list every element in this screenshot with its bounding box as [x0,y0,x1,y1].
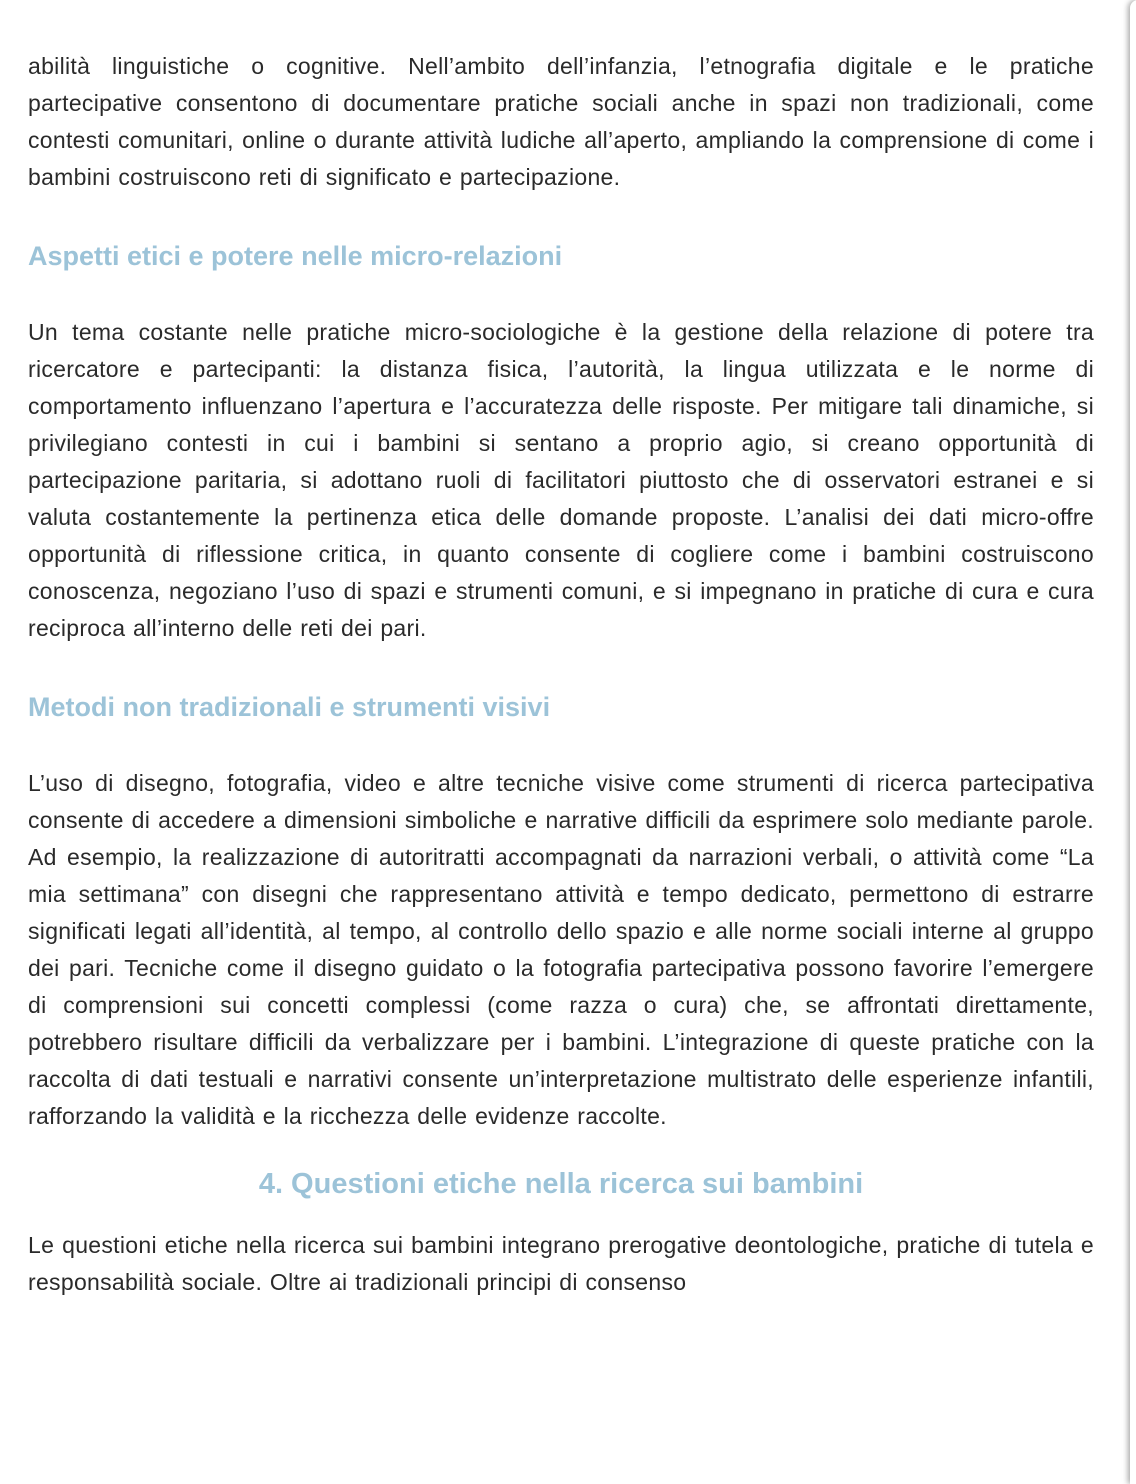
paragraph-digital-ethnography: abilità linguistiche o cognitive. Nell’ambito dell’infanzia, l’etnografia digitale e le pratiche partecipative consentono di documentare pratiche sociali anche in spazi non tradizionali, come contesti comunitari, online o durante attività ludiche all’aperto, ampliando la comprensione di come i bambini costruiscono reti di significato e partecipazione. [28,53,1094,190]
paragraph-visual-methods: L’uso di disegno, fotografia, video e altre tecniche visive come strumenti di ricerca partecipativa consente di accedere a dimensioni simboliche e narrative difficili da esprimere solo mediante parole. Ad esempio, la realizzazione di autoritratti accompagnati da narrazioni verbali, o attività come “La mia settimana” con disegni che rappresentano attività e tempo dedicato, permettono di estrarre significati legati all’identità, al tempo, al controllo dello spazio e alle norme sociali interne al gruppo dei pari. Tecniche come il disegno guidato o la fotografia partecipativa possono favorire l’emergere di comprensioni sui concetti complessi (come razza o cura) che, se affrontati direttamente, potrebbero risultare difficili da verbalizzare per i bambini. L’integrazione di queste pratiche con la raccolta di dati testuali e narrativi consente un’interpretazione multistrato delle esperienze infantili, rafforzando la validità e la ricchezza delle evidenze raccolte. [28,770,1094,1129]
section-heading-ethical-questions: 4. Questioni etiche nella ricerca sui bambini [258,1168,864,1200]
heading-ethics-power: Aspetti etici e potere nelle micro-relazioni [28,241,563,271]
paragraph-ethical-questions: Le questioni etiche nella ricerca sui bambini integrano prerogative deontologiche, pratiche di tutela e responsabilità sociale. Oltre ai tradizionali principi di consenso [28,1232,1094,1295]
paragraph-power-relations: Un tema costante nelle pratiche micro-sociologiche è la gestione della relazione di potere tra ricercatore e partecipanti: la distanza fisica, l’autorità, la lingua utilizzata e le norme di comportamento influenzano l’apertura e l’accuratezza delle risposte. Per mitigare tali dinamiche, si privilegiano contesti in cui i bambini si sentano a proprio agio, si creano opportunità di partecipazione paritaria, si adottano ruoli di facilitatori piuttosto che di osservatori estranei e si valuta costantemente la pertinenza etica delle domande proposte. L’analisi dei dati micro-offre opportunità di riflessione critica, in quanto consente di cogliere come i bambini costruiscono conoscenza, negoziano l’uso di spazi e strumenti comuni, e si impegnano in pratiche di cura e cura reciproca all’interno delle reti dei pari. [28,319,1094,641]
heading-visual-methods: Metodi non tradizionali e strumenti visivi [28,692,551,722]
